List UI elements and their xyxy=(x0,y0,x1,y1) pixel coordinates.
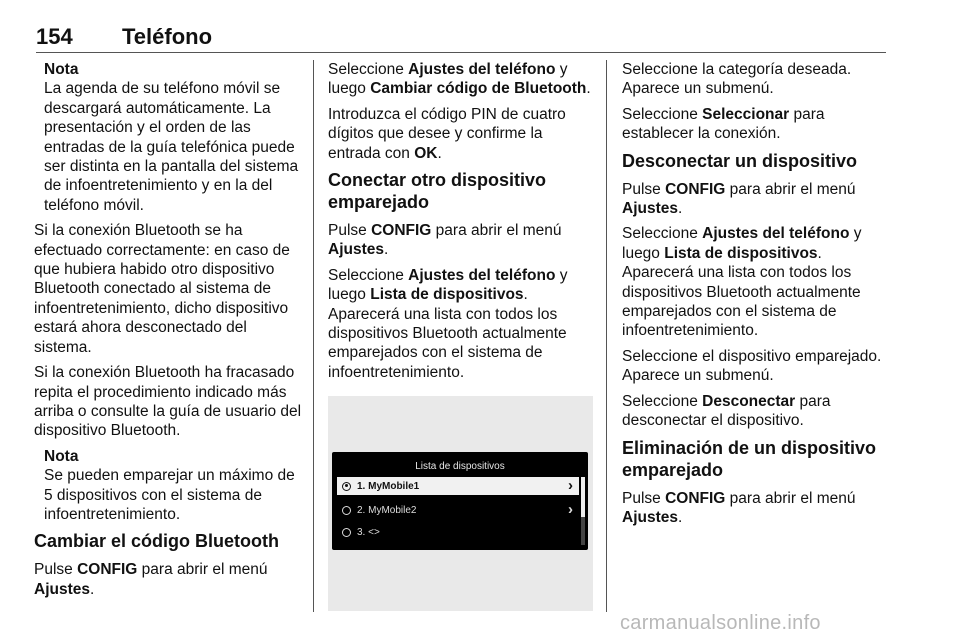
page-number: 154 xyxy=(36,24,73,49)
screen-title: Lista de dispositivos xyxy=(415,461,505,473)
paragraph-seleccione-lista: Seleccione Ajustes del teléfono y luego Lista de dispositivos. Aparecerá una lista con todos los dispositivos Bluetooth actualmente emparejados con el sistema de infoentretenimiento. xyxy=(328,266,568,381)
column-1 xyxy=(34,60,302,605)
paragraph-seleccione-lista: Seleccione Ajustes del teléfono y luego Lista de dispositivos. Aparecerá una lista con todos los dispositivos Bluetooth actualmente emparejados con el sistema de infoentretenimiento. xyxy=(622,225,862,340)
paragraph-categoria: Seleccione la categoría deseada. Aparece un submenú. xyxy=(622,61,852,98)
paragraph-pulse-config: Pulse CONFIG para abrir el menú Ajustes. xyxy=(622,180,856,218)
page-title: Teléfono xyxy=(122,24,213,49)
column-divider-2 xyxy=(606,60,607,612)
note-text: La agenda de su teléfono móvil se descargará automáticamente. La presentación y el orden de las entradas de la guía telefónica puede ser distinta en la pantalla del sistema de infoentretenimiento y en la del teléfono móvil. xyxy=(44,80,299,214)
watermark: carmanualsonline.info xyxy=(620,612,821,634)
paragraph-seleccione-cambiar: Seleccione Ajustes del teléfono y luego Cambiar código de Bluetooth. xyxy=(328,61,591,98)
paragraph-seleccionar: Seleccione Seleccionar para establecer la conexión. xyxy=(622,105,825,143)
note-max-devices xyxy=(34,447,302,525)
device-label: 3. <> xyxy=(357,526,380,538)
paragraph-pulse-config: Pulse CONFIG para abrir el menú Ajustes. xyxy=(328,222,562,259)
heading-eliminacion: Eliminación de un dispositivo emparejado xyxy=(622,437,877,480)
paragraph-seleccione-dispositivo: Seleccione el dispositivo emparejado. Aparece un submenú. xyxy=(622,347,882,385)
device-item-2[interactable] xyxy=(337,501,579,519)
paragraph-conexion-ok: Si la conexión Bluetooth se ha efectuado correctamente: en caso de que hubiera habido otro dispositivo Bluetooth conectado al sistema de infoentretenimiento, dicho dispositivo estará ahora desconectado del sistema. xyxy=(34,222,290,356)
heading-conectar: Conectar otro dispositivo emparejado xyxy=(328,170,547,213)
paragraph-desconectar: Seleccione Desconectar para desconectar el dispositivo. xyxy=(622,392,831,430)
paragraph-pin: Introduzca el código PIN de cuatro dígitos que desee y confirme la entrada con OK. xyxy=(328,105,566,162)
chevron-right-icon: › xyxy=(568,501,573,519)
device-item-3[interactable] xyxy=(337,523,579,541)
column-3 xyxy=(622,60,890,533)
radio-selected-icon xyxy=(342,482,351,491)
page-header xyxy=(36,24,886,54)
note-title: Nota xyxy=(44,61,79,78)
paragraph-conexion-fail: Si la conexión Bluetooth ha fracasado repita el procedimiento indicado más arriba o consulte la guía de usuario del dispositivo Bluetooth. xyxy=(34,364,302,440)
header-rule xyxy=(36,52,886,53)
radio-icon xyxy=(342,506,351,515)
scrollbar[interactable] xyxy=(581,477,585,545)
paragraph-pulse-config: Pulse CONFIG para abrir el menú Ajustes. xyxy=(34,561,268,598)
device-label: 1. MyMobile1 xyxy=(357,480,420,492)
column-2 xyxy=(328,60,593,611)
chevron-right-icon: › xyxy=(568,477,573,495)
note-agenda xyxy=(34,60,302,215)
device-item-1[interactable] xyxy=(337,477,579,495)
note-title: Nota xyxy=(44,447,79,465)
heading-cambiar-codigo: Cambiar el código Bluetooth xyxy=(34,531,280,552)
device-list-screen xyxy=(332,452,588,550)
scroll-thumb[interactable] xyxy=(581,477,585,517)
device-list-figure xyxy=(328,396,593,611)
paragraph-pulse-config-2: Pulse CONFIG para abrir el menú Ajustes. xyxy=(622,489,856,526)
note-text: Se pueden emparejar un máximo de 5 dispositivos con el sistema de infoentretenimiento. xyxy=(44,467,295,523)
radio-icon xyxy=(342,528,351,537)
heading-desconectar: Desconectar un dispositivo xyxy=(622,150,858,171)
column-divider-1 xyxy=(313,60,314,612)
device-label: 2. MyMobile2 xyxy=(357,504,417,516)
